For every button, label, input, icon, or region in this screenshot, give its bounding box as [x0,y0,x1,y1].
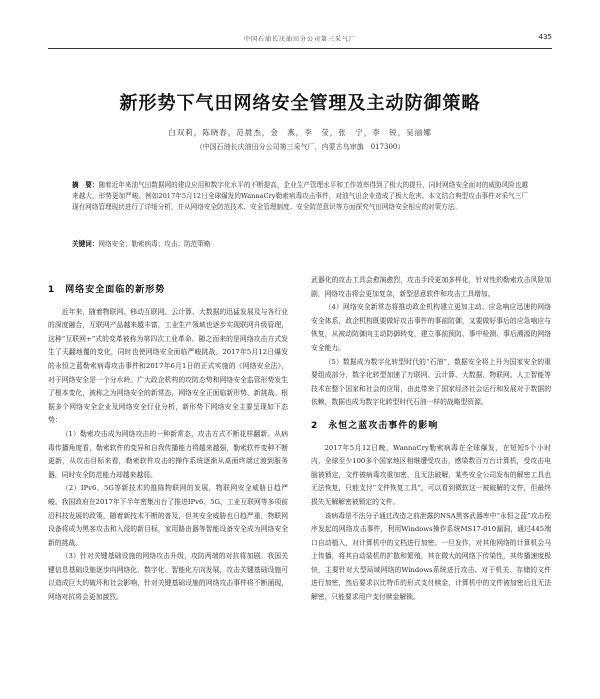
left-column [48,274,288,605]
affiliation: （中国石油长庆油田分公司第三采气厂，内蒙古乌审旗 017300） [195,143,405,151]
paragraph: （1）勒索攻击成为网络攻击的一种新常态，攻击方式不断花样翻新。从病毒传播角度看，勒索软件的变异和自我传播能力将越来越强，勒索软件变种不断更新，从攻击目标来看，勒索软件攻击的操作系统逐渐从桌面终端过渡到服务器，同时安全防范能力却越来越弱。 [48,429,288,479]
abstract-label: 摘 要： [72,181,99,189]
paragraph: 2017年5月12日晚，WannaCry勒索病毒在全球爆发，在短短5个小时内，全球至少100多个国家地区相继遭受攻击，感染数百万台计算机，受攻击电脑被锁定，文件被病毒攻重加密，且无法破解，某些安全公司发布的解密工具也无法恢复，只能支付“文件恢复工具”，可以看到微软这一被破解的文件，但最终损失无解解密被锁定的文件。 [311,443,551,506]
page-number: 435 [538,33,552,41]
paragraph: （5）数据成为数字化转型时代的“石油”，数据安全将上升为国家安全的重要组成部分，数字化转型加速了万联网、云计算、大数据、物联网、人工智能等技术在整个国家和社会的应用，由此带来了国家经济社会运行和发展对于数据的依赖，数据也成为数字化转型时代石油一样的战略型资源。 [311,357,551,407]
section-2-heading [311,420,551,434]
section-title: 网络安全面临的新形势 [65,285,166,295]
paragraph: （2）IPv6、5G等新技术的推陈物联网的发展，物联网安全威胁日趋严峻。我国政府在2017年下半年密集出台了推进IPv6、5G、工业互联网等多项前沿科技发展的政策，随着新技术不断的普及，但其安全威胁也日趋严重，物联网设备将成为黑客攻击和入侵的新目标，家用路由器等智能设备安全成为网络安全新的挑战。 [48,484,288,547]
section-1-heading [48,284,288,298]
keywords [72,239,528,250]
keywords-text: 网络安全；勒索病毒；攻击；防范策略 [98,240,211,248]
keywords-label: 关键词： [72,240,99,248]
paragraph: （3）针对关键基础设施的网络攻击升级，攻防两端的对抗将加剧。我国关键信息基础设施逐步向网络化、数字化、智能化方向发展，攻击关键基础设施可以造成巨大的破坏和社会影响，针对关键基础设施的网络攻击事件将不断涌现，网络对抗将会更加激烈。 [48,552,288,602]
paragraph: 武器化的攻击工具会愈演愈烈，攻击手段更加多样化，针对性的勒索攻击风险加剧，网络攻击将会更加复杂，新型恶意软件和攻击工具增加。 [311,276,551,298]
right-column [311,274,551,605]
running-title: 中国石油长庆油田分公司第三采气厂 [243,36,356,43]
paragraph: 近年来，随着物联网、移动互联网、云计算、大数据的迅猛发展及与各行业的深度融合，互联网产品越来越丰富，工业生产领域也逐步实现联网升级管理，这种“互联网+”式的变革被称为第四次工业革命。随之而来的是网络攻击方式发生了天翻地覆的变化，同时也使网络安全面临严峻挑战。2017年5月12日爆发的永恒之蓝勒索病毒攻击事件和2017年6月1日的正式实施的《网络安全法》，对于网络安全是一个分水岭。广大政企机构的攻防态势和网络安全监管形势发生了根本变化，被称之为网络安全的新常态，网络安全正面临新形势、新挑战。根据多个网络安全企业及网络安全行业分析，新形势下网络安全主要呈现如下态势： [48,307,288,425]
paragraph: （4）网络安全新常态将推动政企机构建立更加主动、应急响应迅速的网络安全体系，政企机构既要做好攻击事件的事前防御，又要做好事后的应急响应与恢复，从被动防御向主动防御转变，建立事前预防、事中检测、事后溯源的网络安全能力。 [311,303,551,352]
author-list: 白双莉，陈晓春，范晨杰，金 燕，李 莹，张 宁，李 锐，吴丽娜 [168,128,432,137]
paper-title: 新形势下气田网络安全管理及主动防御策略 [119,93,481,114]
section-number: 2 [311,420,319,431]
abstract-text: 随着近年来油气田数据网的建设应用和数字化水平的不断提高，企业生产管理水平和工作效率得到了极大的提升，同时网络安全面对的威胁风险也越来越大，形势更加严峻。例如2017年5月12日全球爆发的WannaCry勒索病毒攻击事件，对油气田企业造成了极大危害。本文结合典型攻击事件对采气三厂现有网络管理现状进行了详细分析，并从网络安全防范技术、安全管理制度、安全防范意识等方面探究气田网络安全相应的对策方法。 [72,181,528,212]
paragraph: 该病毒是不法分子通过改造之前泄露的NSA黑客武器库中“永恒之蓝”攻击程序发起的网络攻击事件，利用Windows操作系统MS17-010漏洞，通过445端口自动植入，对计算机中的文档进行加密。一旦发作，对其他网络的计算机会马上传播，将其自动装机的扩散和繁殖，其在微大的网络下传染性，其传播速度极快，主要针对大型局域网络的Windows系统进行攻击。对于机关、存储的文件进行加密，然后要求以比特币的形式支付赎金，计算机中的文件被加密后且无法解密，只能要求用户支付赎金解锁。 [311,511,551,602]
section-number: 1 [48,285,56,295]
section-title: 永恒之蓝攻击事件的影响 [328,420,439,431]
page-header [48,34,552,49]
abstract [72,180,528,214]
